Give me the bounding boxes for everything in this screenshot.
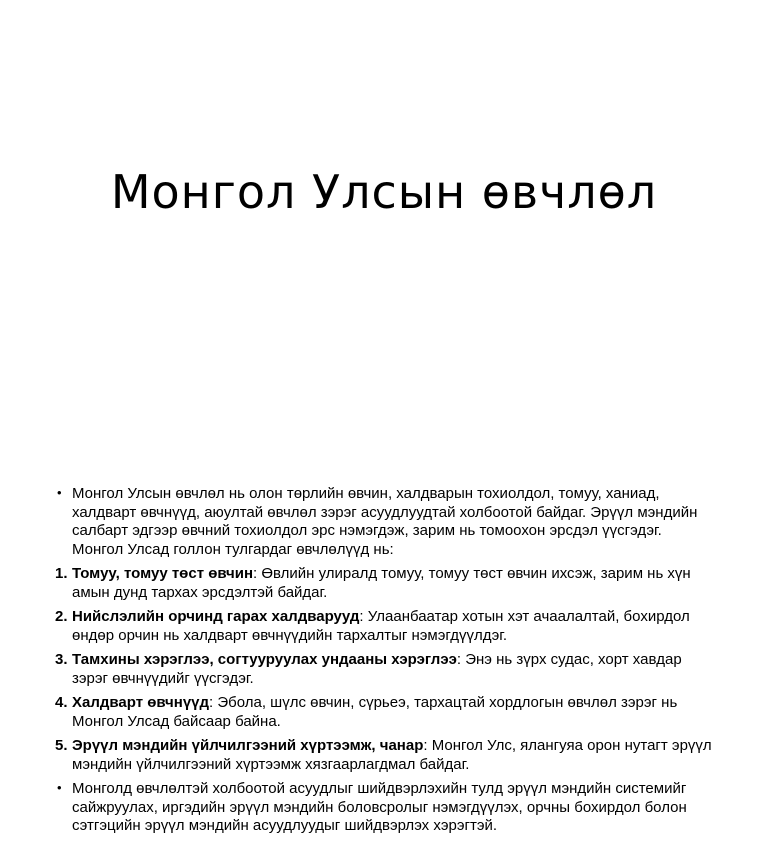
intro-text: Монгол Улсын өвчлөл нь олон төрлийн өвчин, халдварын тохиолдол, томуу, ханиад, халдварт өвчнүүд, аюултай өвчлөл зэрэг асуудлуудтай холбоотой байдаг. Эрүүл мэндийн салбарт эдгээр өвчний тохиолдол эрс нэмэгдэж, зарим нь томоохон эрсдэл үүсгэдэг. Монгол Улсад голлон тулгардаг өвчлөлүүд нь:: [72, 485, 698, 558]
slide-title: Монгол Улсын өвчлөл: [110, 165, 658, 219]
conclusion-paragraph: [55, 780, 715, 836]
slide-body: [55, 485, 715, 842]
list-item: [55, 737, 715, 774]
bullet-icon: •: [57, 780, 62, 795]
list-item: [55, 608, 715, 645]
list-item: [55, 565, 715, 602]
list-number: 5.: [55, 737, 68, 754]
list-item-text: : Улаанбаатар хотын хэт ачаалалтай, бохирдол өндөр орчин нь халдварт өвчнүүдийн тархалтыг нэмэгдүүлдэг.: [72, 608, 690, 644]
list-item-text: : Энэ нь зүрх судас, хорт хавдар зэрэг өвчнүүдийг үүсгэдэг.: [72, 651, 682, 687]
list-item: [55, 651, 715, 688]
list-item-term: Томуу, томуу төст өвчин: [72, 565, 254, 582]
list-number: 2.: [55, 608, 68, 625]
conclusion-text: Монголд өвчлөлтэй холбоотой асуудлыг шийдвэрлэхийн тулд эрүүл мэндийн системийг сайжруулах, иргэдийн эрүүл мэндийн боловсролыг нэмэгдүүлэх, орчны бохирдол болон сэтгэцийн эрүүл мэндийн асуудлуудыг шийдвэрлэх хэрэгтэй.: [72, 780, 687, 834]
bullet-icon: •: [57, 485, 62, 500]
list-number: 4.: [55, 694, 68, 711]
list-item-term: Халдварт өвчнүүд: [72, 694, 210, 711]
intro-paragraph: [55, 485, 715, 559]
list-item-term: Нийслэлийн орчинд гарах халдварууд: [72, 608, 360, 625]
list-item: [55, 694, 715, 731]
list-item-term: Тамхины хэрэглээ, согтууруулах ундааны хэрэглээ: [72, 651, 457, 668]
list-number: 1.: [55, 565, 68, 582]
list-item-text: : Монгол Улс, ялангуяа орон нутагт эрүүл мэндийн үйлчилгээний хүртээмж хязгаарлагдмал байдаг.: [72, 737, 712, 773]
list-item-term: Эрүүл мэндийн үйлчилгээний хүртээмж, чанар: [72, 737, 424, 754]
list-item-text: : Өвлийн улиралд томуу, томуу төст өвчин ихсэж, зарим нь хүн амын дунд тархах эрсдэлтэй байдаг.: [72, 565, 691, 601]
list-number: 3.: [55, 651, 68, 668]
list-item-text: : Эбола, шүлс өвчин, сүрьеэ, тархацтай хордлогын өвчлөл зэрэг нь Монгол Улсад байсаар байна.: [72, 694, 678, 730]
